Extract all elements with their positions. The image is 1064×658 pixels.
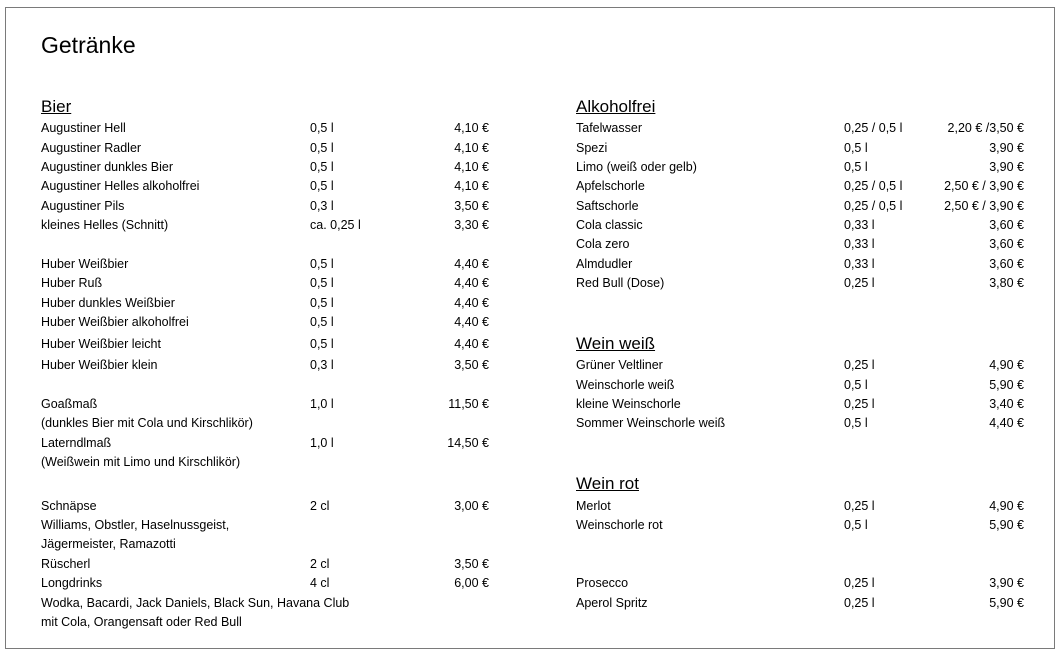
item-price: 4,40 € [454,337,489,351]
menu-row [576,119,1024,137]
item-price: 4,40 € [454,276,489,290]
item-price: 4,90 € [989,499,1024,513]
item-price: 2,50 € / 3,90 € [944,179,1024,193]
menu-row [576,594,1024,612]
item-size: 2 cl [310,557,330,571]
menu-row [41,158,489,176]
item-name: Cola classic [576,218,643,232]
item-name: Merlot [576,499,611,513]
item-name: kleine Weinschorle [576,397,681,411]
item-price: 3,90 € [989,576,1024,590]
item-price: 3,00 € [454,499,489,513]
item-note: mit Cola, Orangensaft oder Red Bull [41,615,242,629]
item-size: 0,5 l [844,378,868,392]
item-price: 4,40 € [454,315,489,329]
item-name: Augustiner dunkles Bier [41,160,174,174]
section-heading-wein-rot: Wein rot [576,474,639,493]
item-note: (dunkles Bier mit Cola und Kirschlikör) [41,416,253,430]
menu-row [41,395,489,413]
item-name: Huber Ruß [41,276,103,290]
item-price: 6,00 € [454,576,489,590]
item-size: 0,25 / 0,5 l [844,199,903,213]
menu-row [576,197,1024,215]
item-size: 0,5 l [310,296,334,310]
item-name: Saftschorle [576,199,639,213]
item-price: 3,30 € [454,218,489,232]
item-size: 0,25 l [844,358,875,372]
item-name: Laterndlmaß [41,436,112,450]
item-price: 2,50 € / 3,90 € [944,199,1024,213]
menu-row [41,255,489,273]
item-size: 0,33 l [844,218,875,232]
item-name: Augustiner Pils [41,199,125,213]
menu-row [41,497,489,515]
item-note: Williams, Obstler, Haselnussgeist, [41,518,230,532]
item-price: 4,40 € [454,257,489,271]
item-size: 0,5 l [310,141,334,155]
item-size: 0,5 l [844,518,868,532]
menu-row [41,555,489,573]
item-size: 0,5 l [310,257,334,271]
item-name: Rüscherl [41,557,91,571]
item-price: 3,50 € [454,358,489,372]
item-price: 3,80 € [989,276,1024,290]
item-size: 4 cl [310,576,330,590]
item-size: 0,3 l [310,199,334,213]
item-size: 0,5 l [844,160,868,174]
item-size: 0,25 l [844,596,875,610]
menu-row [41,197,489,215]
menu-row [576,255,1024,273]
item-price: 14,50 € [447,436,489,450]
item-size: 1,0 l [310,397,334,411]
item-size: 0,25 l [844,499,875,513]
item-name: Augustiner Hell [41,121,126,135]
item-name: Prosecco [576,576,629,590]
item-price: 3,60 € [989,257,1024,271]
item-name: Sommer Weinschorle weiß [576,416,726,430]
item-price: 4,10 € [454,179,489,193]
menu-row [41,335,489,353]
item-name: Apfelschorle [576,179,645,193]
item-name: Goaßmaß [41,397,98,411]
item-price: 4,40 € [454,296,489,310]
item-name: Spezi [576,141,608,155]
menu-row [41,274,489,292]
item-note: (Weißwein mit Limo und Kirschlikör) [41,455,241,469]
item-price: 3,40 € [989,397,1024,411]
menu-row [41,574,489,592]
item-price: 5,90 € [989,518,1024,532]
item-size: 0,5 l [310,315,334,329]
item-name: Cola zero [576,237,630,251]
page-title: Getränke [41,32,136,58]
item-size: 0,33 l [844,237,875,251]
item-price: 3,50 € [454,557,489,571]
item-price: 3,90 € [989,160,1024,174]
item-price: 11,50 € [448,397,489,411]
menu-row [576,376,1024,394]
item-name: Huber dunkles Weißbier [41,296,175,310]
item-size: 0,25 l [844,576,875,590]
item-name: Tafelwasser [576,121,642,135]
item-price: 2,20 € /3,50 € [947,121,1024,135]
menu-row [41,216,489,234]
menu-row [576,139,1024,157]
item-size: 0,5 l [310,276,334,290]
menu-row [576,356,1024,374]
item-size: 0,5 l [844,141,868,155]
menu-row [41,294,489,312]
menu-row [41,313,489,331]
menu-row [576,497,1024,515]
item-price: 4,40 € [989,416,1024,430]
item-name: Huber Weißbier leicht [41,337,161,351]
item-name: Weinschorle rot [576,518,663,532]
item-name: Augustiner Helles alkoholfrei [41,179,200,193]
item-name: Huber Weißbier alkoholfrei [41,315,189,329]
item-price: 4,10 € [454,141,489,155]
menu-row [576,216,1024,234]
item-name: Weinschorle weiß [576,378,675,392]
item-price: 4,90 € [989,358,1024,372]
menu-row [576,395,1024,413]
item-size: 0,5 l [310,121,334,135]
item-name: Aperol Spritz [576,596,648,610]
item-price: 4,10 € [454,160,489,174]
item-name: Red Bull (Dose) [576,276,665,290]
item-price: 3,60 € [989,218,1024,232]
menu-row [41,177,489,195]
menu-row [576,235,1024,253]
item-size: 0,5 l [310,179,334,193]
item-size: 0,5 l [310,337,334,351]
item-name: kleines Helles (Schnitt) [41,218,169,232]
item-name: Schnäpse [41,499,97,513]
item-price: 4,10 € [454,121,489,135]
item-name: Huber Weißbier klein [41,358,158,372]
item-name: Grüner Veltliner [576,358,663,372]
item-note: Jägermeister, Ramazotti [41,537,176,551]
item-size: 0,5 l [310,160,334,174]
item-name: Huber Weißbier [41,257,129,271]
menu-row [41,139,489,157]
item-price: 5,90 € [989,378,1024,392]
menu-row [576,574,1024,592]
section-heading-wein-weiss: Wein weiß [576,334,656,353]
item-price: 5,90 € [989,596,1024,610]
item-size: 0,3 l [310,358,334,372]
section-heading-bier: Bier [41,97,72,116]
item-note: Wodka, Bacardi, Jack Daniels, Black Sun, Havana Club [41,596,350,610]
item-name: Longdrinks [41,576,103,590]
item-size: 0,25 l [844,276,875,290]
section-heading-alkoholfrei: Alkoholfrei [576,97,656,116]
item-size: 0,33 l [844,257,875,271]
item-size: ca. 0,25 l [310,218,361,232]
menu-row [576,516,1024,534]
menu-row [576,158,1024,176]
item-size: 2 cl [310,499,330,513]
item-price: 3,60 € [989,237,1024,251]
item-price: 3,50 € [454,199,489,213]
item-size: 0,25 l [844,397,875,411]
item-name: Almdudler [576,257,633,271]
item-size: 0,5 l [844,416,868,430]
menu-row [576,177,1024,195]
menu-row [41,119,489,137]
menu-row [576,274,1024,292]
item-size: 1,0 l [310,436,334,450]
menu-row [41,434,489,452]
item-name: Limo (weiß oder gelb) [576,160,697,174]
item-size: 0,25 / 0,5 l [844,121,903,135]
item-price: 3,90 € [989,141,1024,155]
menu-row [576,414,1024,432]
menu-row [41,356,489,374]
item-name: Augustiner Radler [41,141,142,155]
item-size: 0,25 / 0,5 l [844,179,903,193]
